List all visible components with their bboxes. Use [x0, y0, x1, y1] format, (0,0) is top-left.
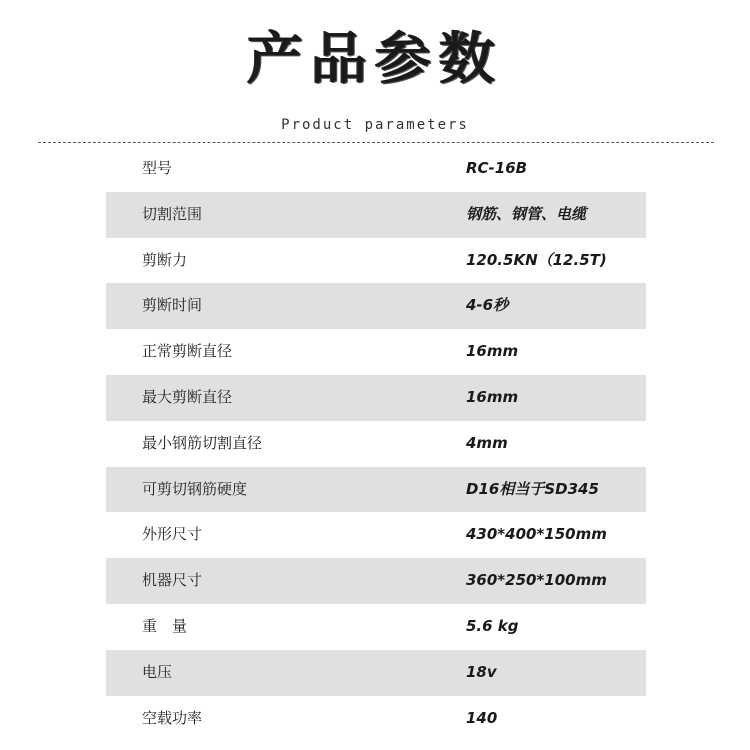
param-value: 18v	[466, 662, 497, 681]
param-value: 4-6秒	[466, 296, 509, 315]
table-row	[106, 421, 646, 467]
table-row	[106, 467, 646, 513]
param-label: 剪断时间	[142, 296, 203, 315]
param-value: 430*400*150mm	[466, 525, 607, 544]
parameters-table	[106, 146, 646, 741]
table-row	[106, 558, 646, 604]
param-label: 电压	[142, 662, 173, 681]
param-value: 钢筋、钢管、电缆	[466, 204, 587, 223]
param-value: RC-16B	[466, 159, 528, 177]
param-value: 360*250*100mm	[466, 571, 607, 590]
param-label: 最小钢筋切割直径	[142, 433, 263, 452]
table-row	[106, 238, 646, 284]
param-label: 外形尺寸	[142, 525, 203, 544]
table-row	[106, 512, 646, 558]
param-label: 最大剪断直径	[142, 387, 233, 406]
table-row	[106, 329, 646, 375]
param-label: 重 量	[142, 616, 188, 635]
page-title: 产品参数	[247, 27, 503, 92]
param-value: 16mm	[466, 387, 519, 406]
param-value: 4mm	[466, 433, 508, 452]
param-label: 空载功率	[142, 708, 203, 727]
param-label: 剪断力	[142, 250, 188, 269]
table-row	[106, 146, 646, 192]
param-label: 型号	[142, 159, 173, 177]
param-value: 120.5KN（12.5T)	[466, 250, 607, 269]
param-label: 切割范围	[142, 204, 203, 223]
param-value: D16相当于SD345	[466, 479, 599, 498]
page-subtitle: Product parameters	[281, 117, 469, 133]
param-label: 机器尺寸	[142, 571, 203, 590]
param-value: 140	[466, 708, 498, 727]
table-row	[106, 696, 646, 742]
table-row	[106, 604, 646, 650]
dashed-divider	[38, 142, 714, 143]
param-label: 可剪切钢筋硬度	[142, 479, 248, 498]
param-value: 5.6 kg	[466, 616, 519, 635]
table-row	[106, 283, 646, 329]
param-label: 正常剪断直径	[142, 342, 233, 361]
table-row	[106, 192, 646, 238]
table-row	[106, 650, 646, 696]
table-row	[106, 375, 646, 421]
param-value: 16mm	[466, 342, 519, 361]
